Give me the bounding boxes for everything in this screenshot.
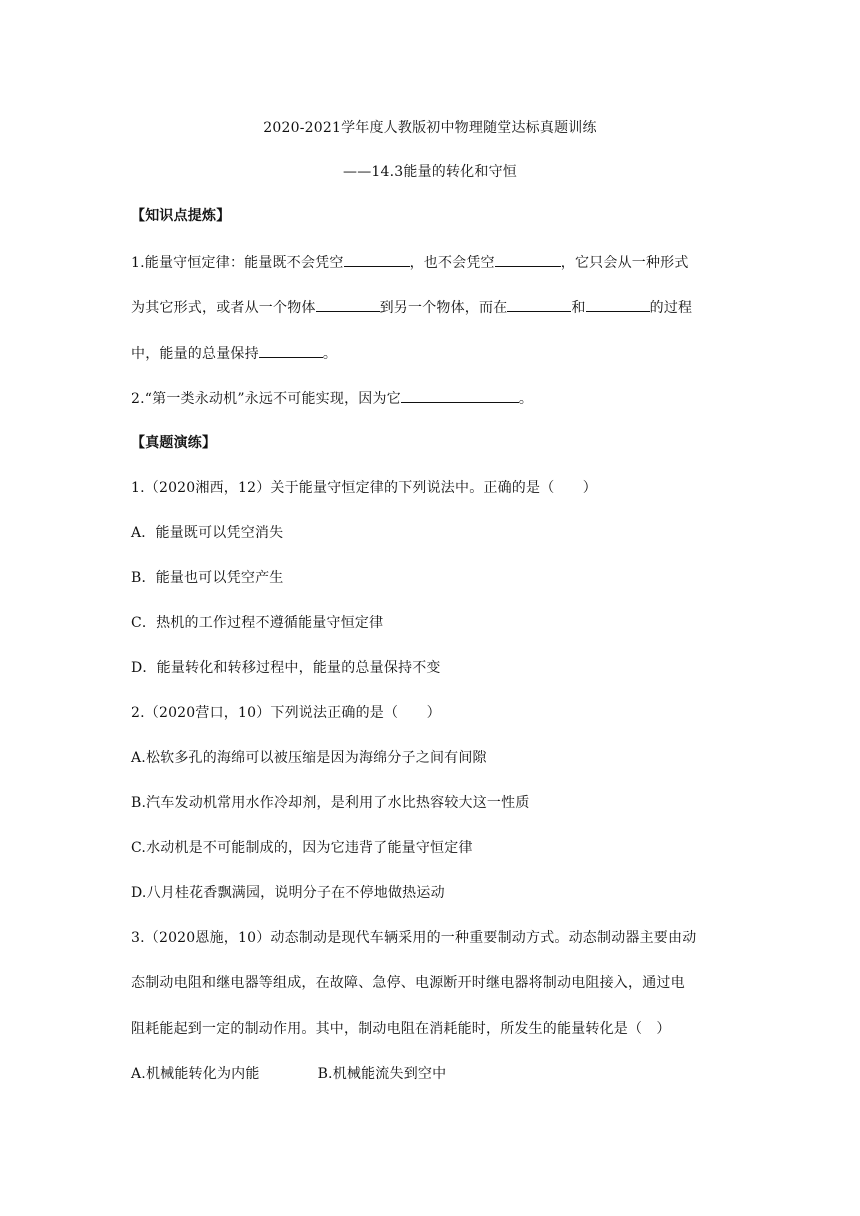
blank-fill: [344, 252, 410, 267]
section-heading-knowledge: 【知识点提炼】: [131, 208, 231, 224]
text-segment: 2.“第一类永动机”永远不可能实现，因为它: [131, 391, 401, 407]
blank-fill: [507, 297, 571, 312]
text-segment: 的过程: [649, 300, 693, 316]
blank-fill: [316, 297, 380, 312]
text-segment: 中，能量的总量保持: [131, 346, 259, 362]
question-1-option-d: D．能量转化和转移过程中，能量的总量保持不变: [131, 660, 441, 676]
question-1-stem: 1.（2020湘西，12）关于能量守恒定律的下列说法中。正确的是（ ）: [131, 480, 597, 496]
question-3-options-ab: [131, 1064, 446, 1084]
question-3-stem-line-2: 态制动电阻和继电器等组成，在故障、急停、电源断开时继电器将制动电阻接入，通过电: [131, 975, 685, 991]
page-subtitle: ——14.3能量的转化和守恒: [343, 164, 517, 180]
section-heading-practice: 【真题演练】: [131, 435, 217, 451]
blank-fill: [401, 388, 519, 403]
question-3-stem-line-3: 阻耗能起到一定的制动作用。其中，制动电阻在消耗能时，所发生的能量转化是（ ）: [131, 1021, 671, 1037]
question-2-stem: 2.（2020营口，10）下列说法正确的是（ ）: [131, 705, 441, 721]
question-3-option-b: B.机械能流失到空中: [317, 1066, 447, 1082]
knowledge-item-1-line-3: [131, 343, 337, 364]
text-segment: 和: [571, 300, 586, 316]
text-segment: 。: [322, 346, 338, 362]
question-2-option-b: B.汽车发动机常用水作冷却剂，是利用了水比热容较大这一性质: [131, 795, 530, 811]
knowledge-item-1-line-2: [131, 297, 692, 318]
text-segment: ，也不会凭空: [409, 255, 495, 271]
question-3-option-a: A.机械能转化为内能: [131, 1066, 260, 1082]
knowledge-item-1-line-1: [131, 252, 689, 273]
question-1-option-c: C．热机的工作过程不遵循能量守恒定律: [131, 615, 384, 631]
text-segment: 1.能量守恒定律：能量既不会凭空: [131, 255, 344, 271]
text-segment: 为其它形式，或者从一个物体: [131, 300, 316, 316]
text-segment: 到另一个物体，而在: [379, 300, 508, 316]
text-segment: ，它只会从一种形式: [560, 255, 689, 271]
page-title: 2020-2021学年度人教版初中物理随堂达标真题训练: [263, 120, 597, 136]
question-1-option-b: B．能量也可以凭空产生: [131, 570, 284, 586]
question-1-option-a: A．能量既可以凭空消失: [131, 525, 284, 541]
question-2-option-d: D.八月桂花香飘满园，说明分子在不停地做热运动: [131, 885, 445, 901]
question-2-option-c: C.水动机是不可能制成的，因为它违背了能量守恒定律: [131, 840, 473, 856]
blank-fill: [586, 297, 650, 312]
question-3-stem-line-1: 3.（2020恩施，10）动态制动是现代车辆采用的一种重要制动方式。动态制动器主要由动: [131, 930, 697, 946]
question-2-option-a: A.松软多孔的海绵可以被压缩是因为海绵分子之间有间隙: [131, 750, 487, 766]
blank-fill: [259, 343, 323, 358]
blank-fill: [495, 252, 561, 267]
text-segment: 。: [518, 391, 534, 407]
knowledge-item-2: [131, 388, 533, 409]
